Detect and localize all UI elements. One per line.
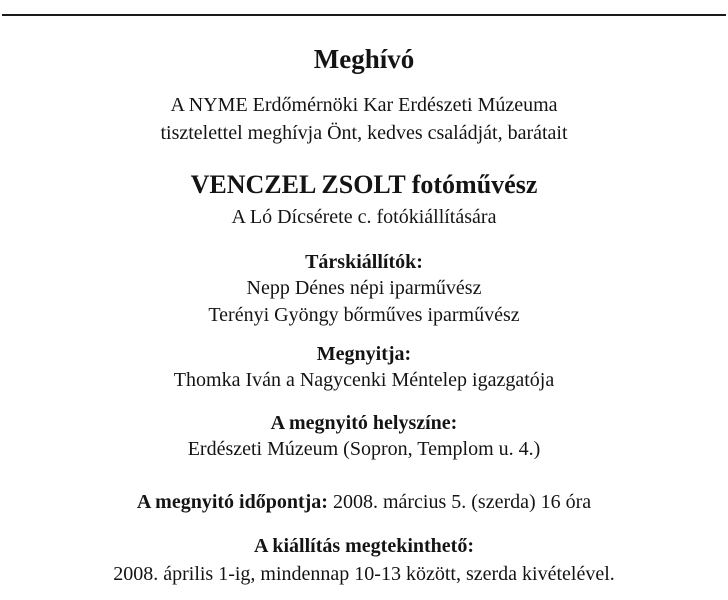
opener-name: Thomka Iván a Nagycenki Méntelep igazgatója [173,369,555,391]
top-rule [2,14,726,16]
intro-line-1: A NYME Erdőmérnöki Kar Erdészeti Múzeuma [170,94,558,116]
viewing-details: 2008. április 1-ig, mindennap 10-13 között, szerda kivételével. [113,563,615,585]
opening-time-label: A megnyitó időpontja: [136,491,328,513]
artist-name: VENCZEL ZSOLT fotóművész [190,170,538,199]
intro-line-2: tisztelettel meghívja Önt, kedves családját, barátait [160,122,568,144]
co-exhibitors-heading: Társkiállítók: [305,251,423,273]
exhibition-title: A Ló Dícsérete c. fotókiállítására [231,206,497,228]
opening-time [0,492,728,512]
co-exhibitor-2: Terényi Gyöngy bőrműves iparművész [208,304,520,326]
co-exhibitor-1: Nepp Dénes népi iparművész [246,277,482,299]
venue-heading: A megnyitó helyszíne: [270,412,458,434]
opening-heading: Megnyitja: [316,343,412,365]
viewing-heading: A kiállítás megtekinthető: [254,535,474,557]
venue-location: Erdészeti Múzeum (Sopron, Templom u. 4.) [187,438,541,460]
invitation-title: Meghívó [313,44,415,74]
opening-time-value: 2008. március 5. (szerda) 16 óra [327,491,592,513]
